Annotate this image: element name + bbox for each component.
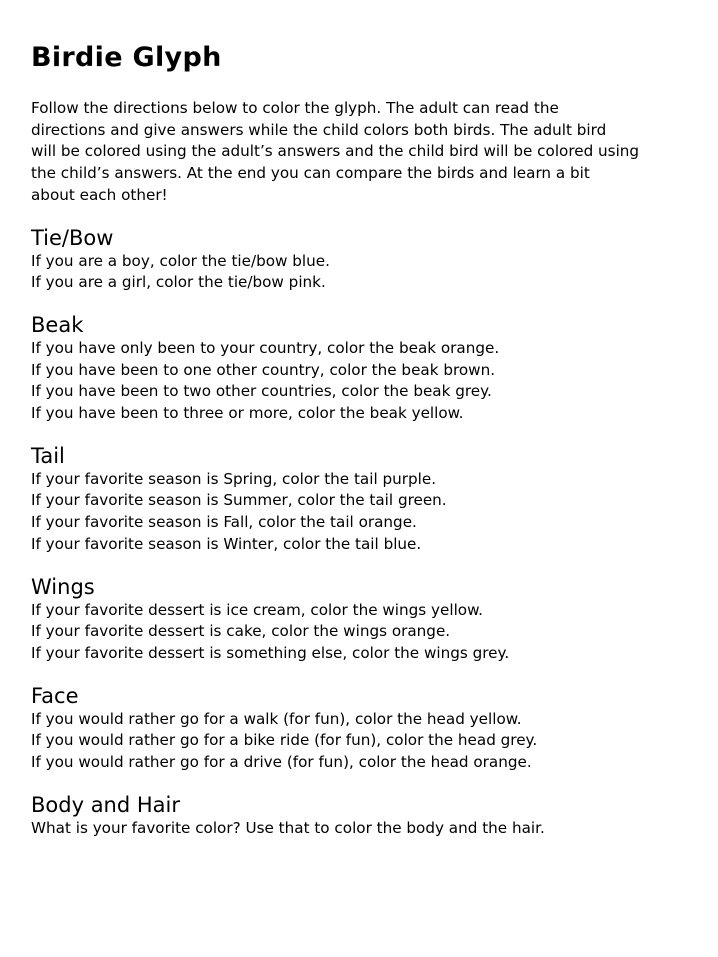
instruction-line: If you are a boy, color the tie/bow blue.: [31, 251, 330, 270]
instruction-line: If you would rather go for a bike ride (for fun), color the head grey.: [31, 731, 538, 750]
instruction-line: If your favorite season is Summer, color the tail green.: [31, 491, 447, 510]
section-tail: [31, 443, 701, 556]
instruction-line: If you would rather go for a drive (for fun), color the head orange.: [31, 753, 532, 772]
intro-line: the child’s answers. At the end you can compare the birds and learn a bit: [31, 164, 590, 183]
section-heading: Face: [31, 683, 79, 708]
intro-line: will be colored using the adult’s answers and the child bird will be colored using: [31, 142, 640, 161]
instruction-line: If your favorite season is Spring, color the tail purple.: [31, 469, 437, 488]
section-face: [31, 683, 701, 774]
instruction-line: If your favorite season is Winter, color the tail blue.: [31, 534, 422, 553]
section-heading: Beak: [31, 312, 84, 337]
intro-paragraph: [31, 98, 701, 207]
section-heading: Body and Hair: [31, 792, 180, 817]
instruction-line: If you are a girl, color the tie/bow pink.: [31, 273, 326, 292]
instruction-line: What is your favorite color? Use that to color the body and the hair.: [31, 818, 545, 837]
instruction-line: If you would rather go for a walk (for fun), color the head yellow.: [31, 709, 522, 728]
document-page: [31, 38, 701, 857]
section-body-and-hair: [31, 792, 701, 840]
section-heading: Tail: [31, 443, 65, 468]
section-beak: [31, 312, 701, 425]
intro-line: about each other!: [31, 185, 168, 204]
instruction-line: If you have only been to your country, color the beak orange.: [31, 338, 500, 357]
intro-line: Follow the directions below to color the glyph. The adult can read the: [31, 99, 559, 117]
section-heading: Tie/Bow: [31, 225, 114, 250]
instruction-line: If you have been to three or more, color the beak yellow.: [31, 404, 464, 423]
instruction-line: If your favorite season is Fall, color the tail orange.: [31, 513, 417, 532]
section-heading: Wings: [31, 574, 95, 599]
intro-line: directions and give answers while the child colors both birds. The adult bird: [31, 120, 607, 139]
instruction-line: If your favorite dessert is ice cream, color the wings yellow.: [31, 600, 483, 619]
instruction-line: If you have been to one other country, color the beak brown.: [31, 360, 496, 379]
instruction-line: If your favorite dessert is something else, color the wings grey.: [31, 643, 510, 662]
section-wings: [31, 574, 701, 665]
section-tie-bow: [31, 225, 701, 294]
page-title: Birdie Glyph: [31, 42, 222, 73]
instruction-line: If you have been to two other countries, color the beak grey.: [31, 382, 492, 401]
instruction-line: If your favorite dessert is cake, color the wings orange.: [31, 622, 451, 641]
